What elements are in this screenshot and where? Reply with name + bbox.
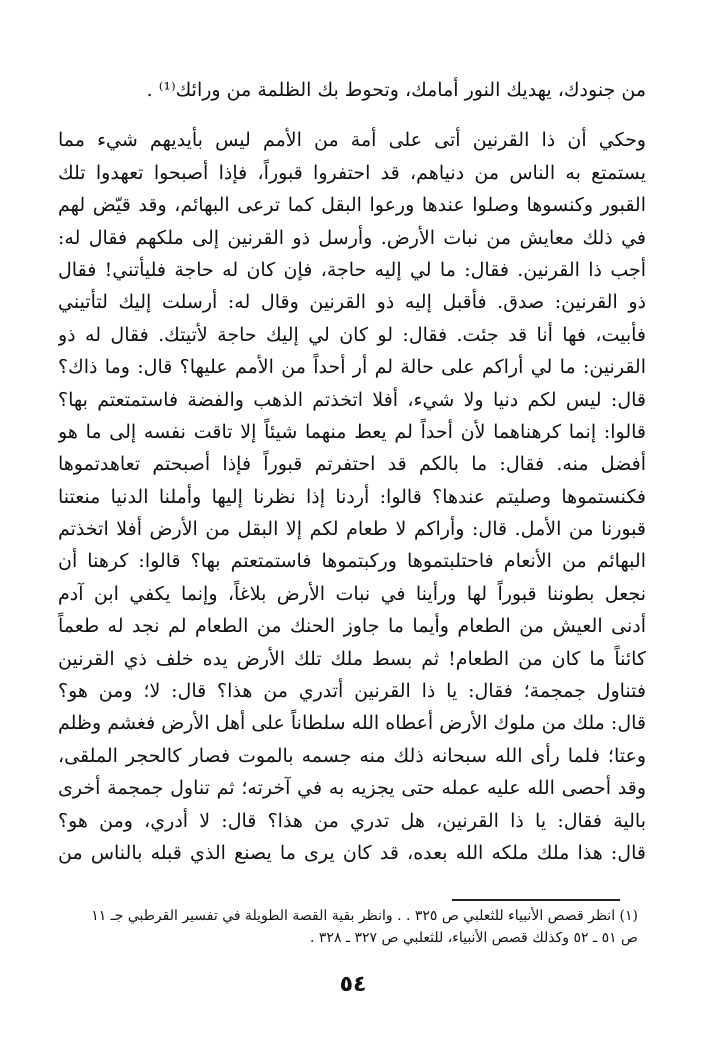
- text-line: قال: ملك من ملوك الأرض أعطاه الله سلطاناً على أهل الأرض فغشم وظلم: [58, 712, 646, 735]
- text-line: وعتا؛ فلما رأى الله سبحانه ذلك منه جسمه بالموت فصار كالحجر الملقى،: [58, 744, 646, 767]
- text-line: فكنستموها وصليتم عندها؟ قالوا: أردنا إذا نظرنا إليها وأملنا الدنيا منعتنا: [58, 485, 646, 508]
- paragraph-gap: [58, 106, 646, 124]
- text-line: وقد أحصى الله عليه عمله حتى يجزيه به في آخرته؛ ثم تناول جمجمة أخرى: [58, 777, 646, 800]
- text-line: وحكي أن ذا القرنين أتى على أمة من الأمم ليس بأيديهم شيء مما: [58, 129, 646, 152]
- text-line: قالوا: إنما كرهناهما لأن أحداً لم يعط منهما شيئاً إلا تاقت نفسه إلى ما هو: [58, 420, 646, 443]
- footnotes: [58, 905, 638, 949]
- text-line: قبورنا من الأمل. قال: وأراكم لا طعام لكم إلا البقل من الأرض أفلا اتخذتم: [58, 518, 646, 541]
- footnote-line: ص ٥١ ـ ٥٢ وكذلك قصص الأنبياء، للثعلبي ص ٣٢٧ ـ ٣٢٨ .: [310, 930, 638, 946]
- page-number: ٥٤: [339, 972, 367, 997]
- text-line: فتناول جمجمة؛ فقال: يا ذا القرنين أتدري من هذا؟ قال: لا؛ ومن هو؟: [58, 680, 646, 703]
- text-line: القرنين: ما لي أراكم على حالة لم أر أحداً من الأمم عليها؟ قال: وما ذاك؟: [58, 356, 646, 379]
- main-text: [58, 74, 646, 869]
- text-line: القبور وكنسوها وصلوا عندها ورعوا البقل كما ترعى البهائم، وقد قيّض لهم: [58, 194, 646, 217]
- text-line: قال: ليس لكم دنيا ولا شيء، أفلا اتخذتم الذهب والفضة فاستمتعتم بها؟: [58, 388, 646, 411]
- text-line: في ذلك معايش من نبات الأرض. وأرسل ذو القرنين إلى ملكهم فقال له:: [58, 226, 646, 249]
- text-line: أدنى العيش من الطعام وأيما ما جاوز الحنك من الطعام لم نجد له طعماً: [58, 615, 646, 638]
- text-line: بالية فقال: يا ذا القرنين، هل تدري من هذا؟ قال: لا أدري، ومن هو؟: [58, 809, 646, 832]
- text-line: البهائم من الأنعام فاحتلبتموها وركبتموها فاستمتعتم بها؟ قالوا: كرهنا أن: [58, 550, 646, 573]
- text-line: ذو القرنين: صدق. فأقبل إليه ذو القرنين وقال له: أرسلت إليك لتأتيني: [58, 291, 646, 314]
- text-line: يستمتع به الناس من دنياهم، قد احتفروا قبوراً، فإذا أصبحوا تعهدوا تلك: [58, 161, 646, 184]
- text-line: قال: هذا ملك ملكه الله بعده، قد كان يرى ما يصنع الذي قبله بالناس من: [58, 841, 646, 864]
- text-line: فأبيت، فها أنا قد جئت. فقال: لو كان لي إليك حاجة لأتيتك. فقال له ذو: [58, 323, 646, 346]
- text-line: كائناً ما كان من الطعام! ثم بسط ملك تلك الأرض يده خلف ذي القرنين: [58, 647, 646, 670]
- text-line: أجب ذا القرنين. فقال: ما لي إليه حاجة، فإن كان له حاجة فليأتني! فقال: [58, 258, 646, 281]
- text-line: من جنودك، يهديك النور أمامك، وتحوط بك الظلمة من ورائك⁽¹⁾ .: [146, 79, 646, 101]
- footnote-line: (١) انظر قصص الأنبياء للثعلبي ص ٣٢٥ . . وانظر بقية القصة الطويلة في تفسير القرطبي جـ ١١: [91, 908, 638, 924]
- text-line: نجعل بطوننا قبوراً لها ورأينا في نبات الأرض بلاغاً، وإنما يكفي ابن آدم: [58, 582, 646, 605]
- footnote-divider: [452, 899, 620, 901]
- text-line: أفضل منه. فقال: ما بالكم قد احتفرتم قبوراً فإذا أصبحتم تعاهدتموها: [58, 453, 646, 476]
